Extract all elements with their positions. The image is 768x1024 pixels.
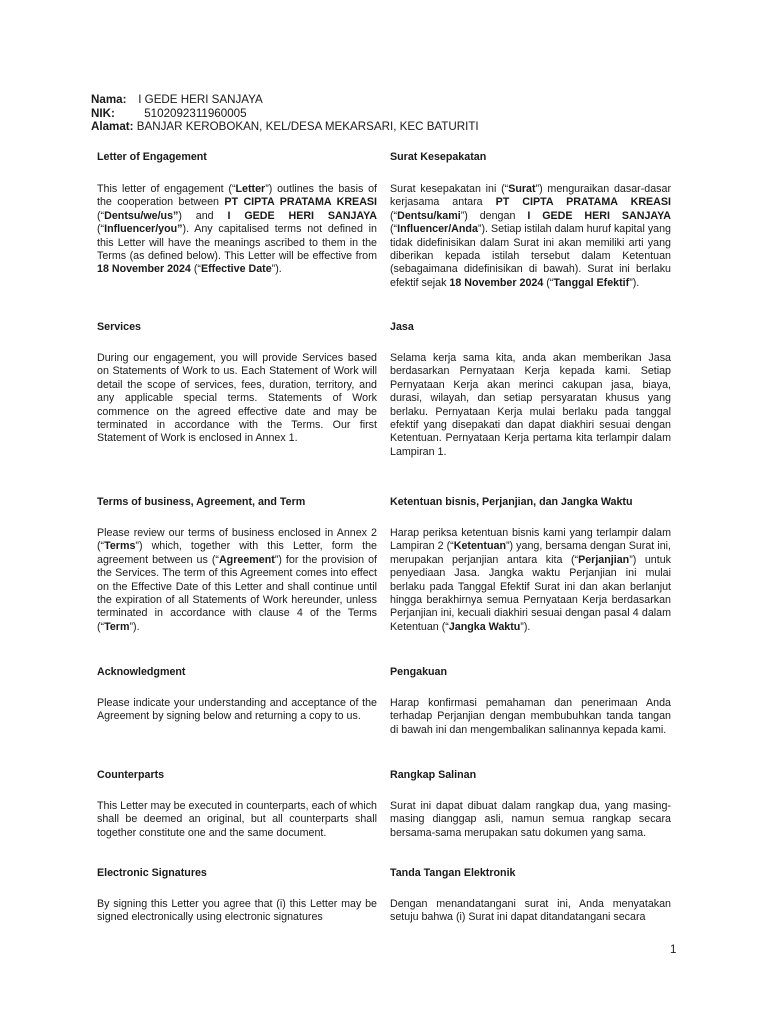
address-value: BANJAR KEROBOKAN, KEL/DESA MEKARSARI, KEC BATURITI <box>136 120 479 133</box>
text-run: ”). <box>129 620 140 633</box>
section-body-en <box>97 697 377 724</box>
text-run: ”) for the provision of the Services. The term of this Agreement comes into effect on the Effective Date of this Letter and shall continue until the expiration of all Statements of Work hereunder, unless terminated in accordance with clause 4 of the Terms (“ <box>97 553 377 633</box>
section-heading-en: Services <box>97 321 141 333</box>
page-number: 1 <box>670 944 677 956</box>
text-run: ”) untuk penyediaan Jasa. Jangka waktu Perjanjian ini mulai berlaku pada Tanggal Efektif Surat ini dan akan berlanjut hingga berakhirnya semua Pernyataan Kerja berdasarkan Perjanjian ini, kecuali diakhiri sesuai dengan pasal 4 dalam Ketentuan (“ <box>390 553 672 633</box>
bold-term: Dentsu/kami <box>397 209 461 222</box>
text-run: ”). <box>629 276 640 289</box>
text-run: (“ <box>97 209 105 222</box>
text-run: Harap periksa ketentuan bisnis kami yang terlampir dalam Lampiran 2 (“ <box>390 527 671 553</box>
bold-term: Terms <box>104 540 136 553</box>
section-body-en <box>97 527 377 634</box>
section-heading-id: Jasa <box>390 321 414 333</box>
address-row <box>91 120 479 134</box>
bold-term: Term <box>104 620 130 633</box>
text-run: This letter of engagement (“ <box>97 183 236 195</box>
text-run: This Letter may be executed in counterparts, each of which shall be deemed an original, but all counterparts shall together constitute one and the same document. <box>97 800 377 839</box>
bold-term: Tanggal Efektif <box>553 276 630 289</box>
text-run: ”). <box>520 620 531 633</box>
bold-term: Agreement <box>218 553 275 566</box>
address-label: Alamat: <box>91 120 134 133</box>
bold-term: Ketentuan <box>453 540 506 553</box>
section-heading-id: Surat Kesepakatan <box>390 151 487 163</box>
section-heading-en: Electronic Signatures <box>97 867 207 879</box>
bold-term: Surat <box>508 183 536 195</box>
name-row <box>91 93 479 107</box>
section-body-id <box>390 898 671 925</box>
section-heading-en: Acknowledgment <box>97 666 186 678</box>
party-details <box>91 93 479 134</box>
nik-label: NIK: <box>91 106 115 120</box>
text-run: ”). <box>271 263 282 276</box>
bold-term: I GEDE HERI SANJAYA <box>527 209 671 222</box>
section-body-id <box>390 183 671 290</box>
name-label: Nama: <box>91 93 127 106</box>
bold-term: Dentsu/we/us” <box>104 209 179 222</box>
text-run: ) and <box>178 209 228 222</box>
text-run: Selama kerja sama kita, anda akan memberikan Jasa berdasarkan Pernyataan Kerja kepada kami. Setiap Pernyataan Kerja akan merinci cakupan jasa, biaya, durasi, wilayah, dan setiap persyaratan khusus yang berlaku. Pernyataan Kerja mulai berlaku pada tanggal efektif yang disepakati dan dapat diakhiri sesuai dengan Ketentuan. Pernyataan Kerja pertama kita terlampir dalam Lampiran 1. <box>390 352 671 458</box>
section-heading-id: Ketentuan bisnis, Perjanjian, dan Jangka Waktu <box>390 496 633 508</box>
nik-value: 5102092311960005 <box>144 106 247 120</box>
nik-row <box>91 107 479 121</box>
text-run: ”) which, together with this Letter, form the agreement between us (“ <box>97 540 377 566</box>
bold-term: Influencer/Anda <box>397 223 478 236</box>
bold-term: Letter <box>235 183 266 195</box>
bold-term: 18 November 2024 <box>449 276 544 289</box>
bold-term: PT CIPTA PRATAMA KREASI <box>224 196 378 209</box>
section-body-id <box>390 352 671 459</box>
bold-term: Effective Date <box>200 263 272 276</box>
bold-term: 18 November 2024 <box>97 263 191 276</box>
bold-term: Jangka Waktu <box>448 620 521 633</box>
bold-term: Influencer/you” <box>104 223 183 236</box>
bold-term: Perjanjian <box>578 553 630 566</box>
bold-term: PT CIPTA PRATAMA KREASI <box>495 196 672 209</box>
section-heading-en: Counterparts <box>97 769 165 781</box>
text-run: (“ <box>390 223 398 236</box>
text-run: Please review our terms of business enclosed in Annex 2 (“ <box>97 527 377 553</box>
text-run: Please indicate your understanding and acceptance of the Agreement by signing below and returning a copy to us. <box>97 697 377 723</box>
section-body-id <box>390 697 671 737</box>
text-run: ). Any capitalised terms not defined in this Letter will have the meanings ascribed to them in the Terms (as defined below). This Letter will be effective from <box>97 223 377 263</box>
text-run: (“ <box>390 209 398 222</box>
text-run: (“ <box>97 223 105 236</box>
section-body-en <box>97 352 377 446</box>
text-run: During our engagement, you will provide Services based on Statements of Work to us. Each Statement of Work will detail the scope of services, fees, duration, territory, and any applicable special terms. Statements of Work commence on the agreed effective date and may be terminated in accordance with the Terms. Our first Statement of Work is enclosed in Annex 1. <box>97 352 377 445</box>
section-heading-id: Rangkap Salinan <box>390 769 477 781</box>
text-run: ”) outlines the basis of the cooperation between <box>97 183 377 209</box>
text-run: (“ <box>190 263 201 276</box>
section-body-id <box>390 527 671 634</box>
text-run: (“ <box>543 276 554 289</box>
text-run: Dengan menandatangani surat ini, Anda menyatakan setuju bahwa (i) Surat ini dapat ditandatangani secara <box>390 898 671 924</box>
section-heading-en: Terms of business, Agreement, and Term <box>97 496 306 508</box>
section-heading-id: Pengakuan <box>390 666 448 678</box>
section-body-en <box>97 800 377 840</box>
text-run: Harap konfirmasi pemahaman dan penerimaan Anda terhadap Perjanjian dengan membubuhkan tanda tangan di bawah ini dan mengembalikan salinannya kepada kami. <box>390 697 671 736</box>
text-run: ”) yang, bersama dengan Surat ini, merupakan perjanjian antara kita (“ <box>390 540 671 566</box>
section-heading-id: Tanda Tangan Elektronik <box>390 867 516 879</box>
section-body-en <box>97 183 377 277</box>
text-run: ”). Setiap istilah dalam huruf kapital yang tidak didefinisikan dalam Surat ini akan memiliki arti yang diberikan kepada istilah tersebut dalam Ketentuan (sebagaimana didefinisikan di bawah). Surat ini berlaku efektif sejak <box>390 223 671 289</box>
section-heading-en: Letter of Engagement <box>97 151 207 163</box>
text-run: ”) menguraikan dasar-dasar kerjasama antara <box>390 183 672 209</box>
text-run: ”) dengan <box>460 209 528 222</box>
text-run: Surat ini dapat dibuat dalam rangkap dua, yang masing-masing dianggap asli, namun semua rangkap secara bersama-sama merupakan satu dokumen yang sama. <box>390 800 671 839</box>
text-run: Surat kesepakatan ini (“ <box>390 183 509 195</box>
section-body-id <box>390 800 671 840</box>
text-run: By signing this Letter you agree that (i) this Letter may be signed electronically using electronic signatures <box>97 898 377 924</box>
section-body-en <box>97 898 377 925</box>
bold-term: I GEDE HERI SANJAYA <box>227 209 377 222</box>
name-value: I GEDE HERI SANJAYA <box>138 93 263 106</box>
